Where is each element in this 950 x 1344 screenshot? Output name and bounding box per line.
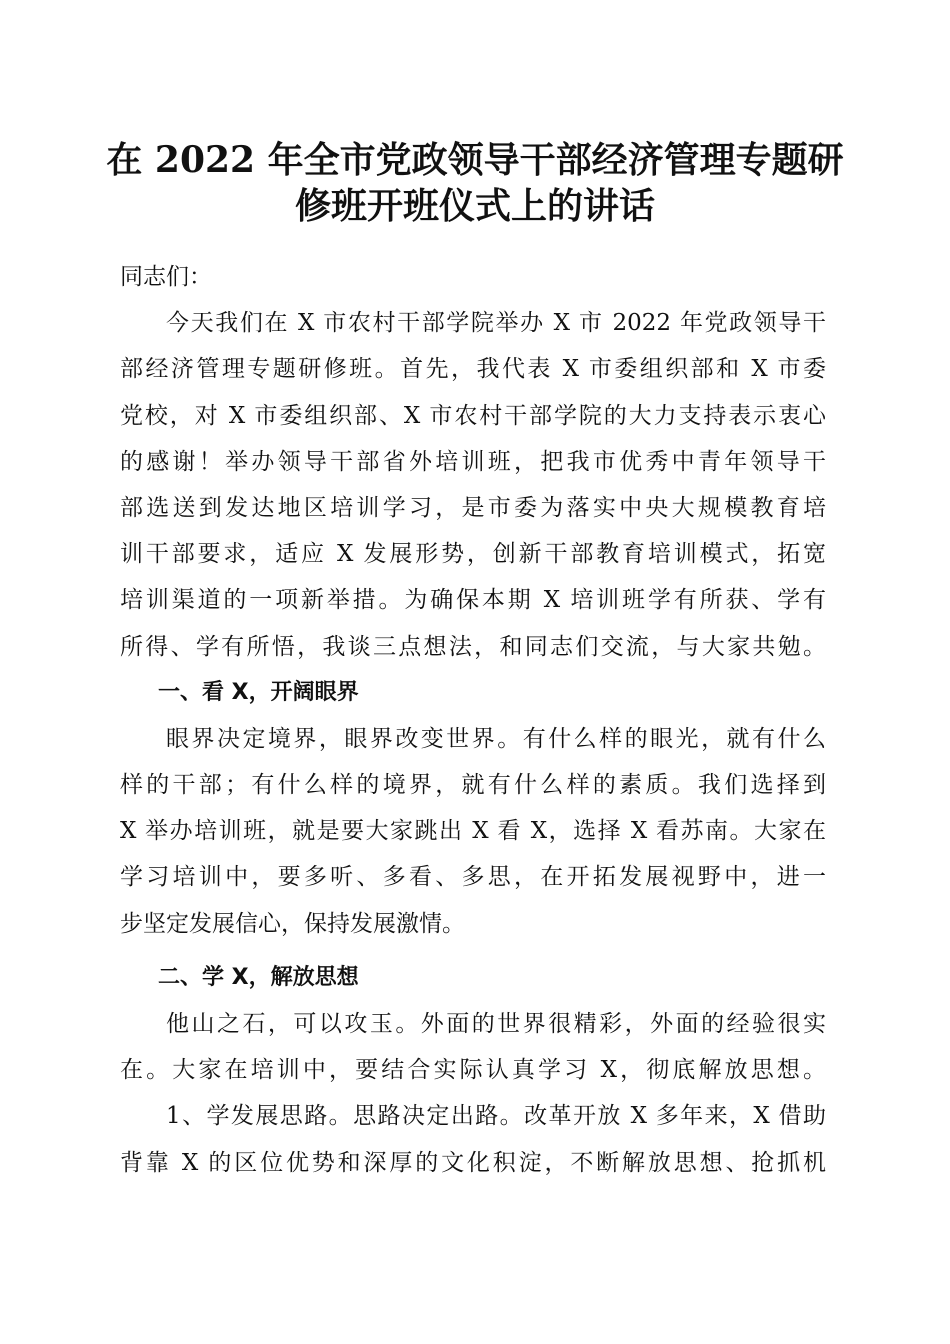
section-heading-2: 二、学 X，解放思想 [158, 964, 359, 990]
paragraph-1-line-1: 今天我们在 X 市农村干部学院举办 X 市 2022 年党政领导干 [166, 310, 826, 337]
paragraph-3-line-2: 在。大家在培训中，要结合实际认真学习 X，彻底解放思想。 [120, 1057, 826, 1084]
paragraph-1-line-4: 的感谢！举办领导干部省外培训班，把我市优秀中青年领导干 [120, 448, 826, 475]
paragraph-1-line-7: 培训渠道的一项新举措。为确保本期 X 培训班学有所获、学有 [120, 587, 826, 614]
document-title-line-1: 在 2022 年全市党政领导干部经济管理专题研 [106, 139, 844, 181]
paragraph-1-line-3: 党校，对 X 市委组织部、X 市农村干部学院的大力支持表示衷心 [120, 402, 826, 429]
section-heading-1: 一、看 X，开阔眼界 [158, 679, 359, 705]
paragraph-2-line-4: 学习培训中，要多听、多看、多思，在开拓发展视野中，进一 [120, 864, 826, 891]
spacer [120, 947, 826, 955]
document-title-line-2: 修班开班仪式上的讲话 [294, 185, 655, 227]
document-body [120, 254, 826, 1186]
paragraph-1-line-5: 部选送到发达地区培训学习，是市委为落实中央大规模教育培 [120, 494, 826, 521]
paragraph-2-line-2: 样的干部；有什么样的境界，就有什么样的素质。我们选择到 [120, 772, 826, 799]
paragraph-3-line-1: 他山之石，可以攻玉。外面的世界很精彩，外面的经验很实 [166, 1011, 826, 1037]
paragraph-4-line-2: 背靠 X 的区位优势和深厚的文化积淀，不断解放思想、抢抓机 [120, 1149, 826, 1176]
paragraph-4-line-1: 1、学发展思路。思路决定出路。改革开放 X 多年来，X 借助 [166, 1103, 826, 1130]
paragraph-2-line-5: 步坚定发展信心，保持发展激情。 [120, 910, 465, 937]
salutation: 同志们： [120, 264, 212, 290]
paragraph-2-line-3: X 举办培训班，就是要大家跳出 X 看 X，选择 X 看苏南。大家在 [120, 818, 826, 845]
paragraph-1-line-8: 所得、学有所悟，我谈三点想法，和同志们交流，与大家共勉。 [120, 633, 826, 660]
paragraph-1-line-6: 训干部要求，适应 X 发展形势，创新干部教育培训模式，拓宽 [120, 541, 826, 568]
paragraph-1-line-2: 部经济管理专题研修班。首先，我代表 X 市委组织部和 X 市委 [120, 356, 826, 383]
paragraph-2-line-1: 眼界决定境界，眼界改变世界。有什么样的眼光，就有什么 [166, 725, 826, 752]
